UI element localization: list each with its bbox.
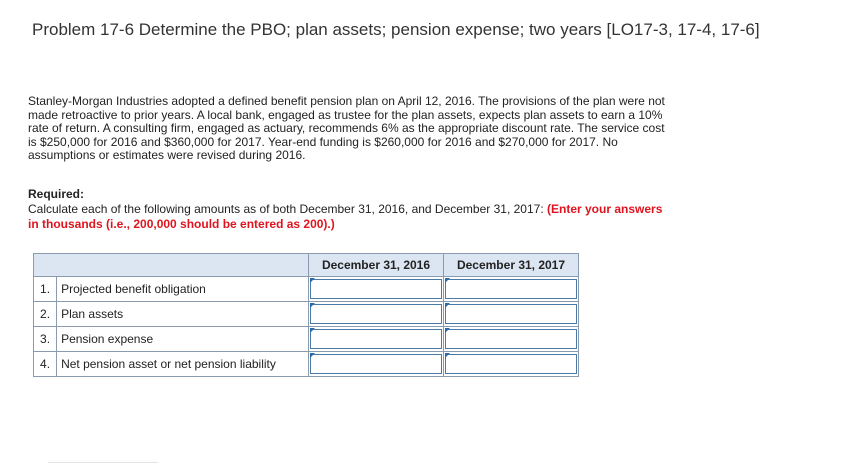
plan-assets-2017-input[interactable] bbox=[445, 304, 577, 324]
table-row bbox=[34, 327, 579, 352]
instruction-note: (Enter your answers in thousands (i.e., 200,000 should be entered as 200).) bbox=[28, 202, 663, 231]
instruction-text: Calculate each of the following amounts as of both December 31, 2016, and December 31, 2017: bbox=[28, 202, 547, 216]
row-number: 2. bbox=[34, 302, 57, 327]
pbo-2016-input[interactable] bbox=[310, 279, 442, 299]
column-header-2016: December 31, 2016 bbox=[309, 254, 444, 277]
row-label: Projected benefit obligation bbox=[57, 277, 309, 302]
pension-expense-2016-input[interactable] bbox=[310, 329, 442, 349]
answer-cell bbox=[444, 352, 579, 377]
answer-cell bbox=[309, 277, 444, 302]
header-blank-cell bbox=[34, 254, 309, 277]
cell-marker-icon bbox=[445, 328, 450, 333]
answer-cell bbox=[309, 302, 444, 327]
answer-cell bbox=[444, 302, 579, 327]
answer-cell bbox=[444, 327, 579, 352]
problem-description: Stanley-Morgan Industries adopted a defined benefit pension plan on April 12, 2016. The provisions of the plan were not made retroactive to prior years. A local bank, engaged as trustee for the plan assets, expects plan assets to earn a 10% rate of return. A consulting firm, engaged as actuary, recommends 6% as the appropriate discount rate. The service cost is $250,000 for 2016 and $360,000 for 2017. Year-end funding is $260,000 for 2016 and $270,000 for 2017. No assumptions or estimates were revised during 2016. bbox=[28, 94, 665, 162]
row-label: Pension expense bbox=[57, 327, 309, 352]
table-row bbox=[34, 277, 579, 302]
cell-marker-icon bbox=[445, 303, 450, 308]
pbo-2017-input[interactable] bbox=[445, 279, 577, 299]
row-number: 3. bbox=[34, 327, 57, 352]
answer-table bbox=[33, 253, 579, 377]
answer-cell bbox=[309, 327, 444, 352]
row-number: 4. bbox=[34, 352, 57, 377]
table-row bbox=[34, 352, 579, 377]
answer-cell bbox=[309, 352, 444, 377]
cell-marker-icon bbox=[310, 353, 315, 358]
cell-marker-icon bbox=[445, 353, 450, 358]
table-row bbox=[34, 302, 579, 327]
problem-title: Problem 17-6 Determine the PBO; plan assets; pension expense; two years [LO17-3, 17-4, 17-6] bbox=[32, 20, 760, 39]
cell-marker-icon bbox=[310, 328, 315, 333]
answer-cell bbox=[444, 277, 579, 302]
plan-assets-2016-input[interactable] bbox=[310, 304, 442, 324]
net-pension-2017-input[interactable] bbox=[445, 354, 577, 374]
column-header-2017: December 31, 2017 bbox=[444, 254, 579, 277]
answer-table-header bbox=[34, 254, 579, 277]
row-label: Net pension asset or net pension liability bbox=[57, 352, 309, 377]
pension-expense-2017-input[interactable] bbox=[445, 329, 577, 349]
required-heading: Required: bbox=[28, 187, 85, 201]
cell-marker-icon bbox=[310, 278, 315, 283]
cell-marker-icon bbox=[310, 303, 315, 308]
net-pension-2016-input[interactable] bbox=[310, 354, 442, 374]
cell-marker-icon bbox=[445, 278, 450, 283]
instructions bbox=[28, 202, 668, 231]
row-label: Plan assets bbox=[57, 302, 309, 327]
row-number: 1. bbox=[34, 277, 57, 302]
